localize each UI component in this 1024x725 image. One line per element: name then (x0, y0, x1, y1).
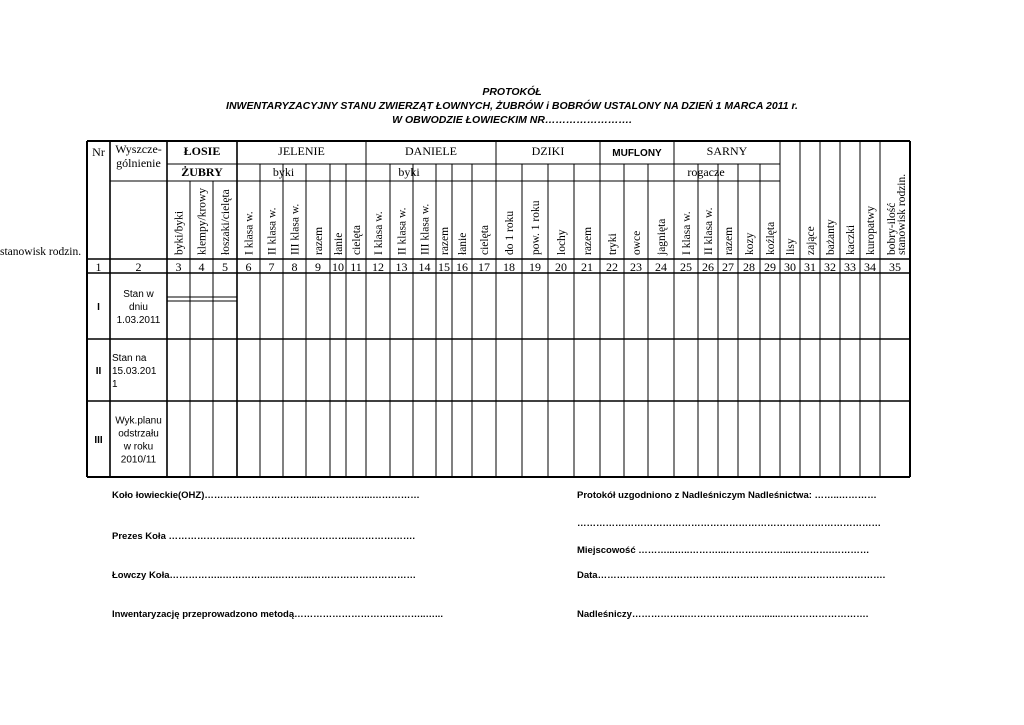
column-label: pow. 1 roku (530, 200, 542, 255)
column-label: kaczki (845, 224, 857, 255)
column-number: 35 (889, 260, 901, 274)
column-number: 12 (372, 260, 384, 274)
row-label: Stan w (123, 289, 154, 300)
column-number: 21 (581, 260, 593, 274)
column-number: 24 (655, 260, 667, 274)
agreed-with-forester-field: Protokół uzgodniono z Nadleśniczym Nadleśnictwa: ……..………… (577, 490, 877, 501)
row-number: III (94, 435, 103, 446)
row-label: Wyk.planu (115, 415, 162, 427)
column-label: łanie (333, 232, 345, 255)
column-label: II klasa w. (266, 207, 279, 255)
club-name-field: Koło łowieckie(OHZ)……………………………...……………...…………… (112, 490, 420, 501)
dotted-line: …………………………………………………………………………………… (577, 518, 881, 529)
column-number: 22 (606, 260, 618, 274)
column-number: 6 (245, 260, 252, 274)
column-label: I klasa w. (243, 211, 256, 255)
column-number: 7 (268, 260, 275, 274)
column-number: 14 (418, 260, 431, 274)
column-label: III klasa w. (289, 203, 302, 255)
header-description: Wyszcze- (115, 142, 162, 156)
column-number: 10 (332, 260, 344, 274)
club-president-field: Prezes Koła ………………...………………………………...………………. (112, 531, 415, 542)
header-description: gólnienie (116, 156, 161, 170)
column-number: 2 (135, 260, 142, 274)
subheader-byki: byki (272, 165, 295, 179)
date-field: Data………………………………………………………………………………. (577, 570, 886, 581)
row-label: odstrzału (118, 428, 159, 440)
column-label: cielęta (479, 224, 491, 255)
column-number: 26 (702, 260, 714, 274)
row-label: 15.03.201 (112, 366, 157, 377)
inventory-method-field: Inwentaryzację przeprowadzono metodą………………………….………..…... (112, 609, 443, 620)
column-label: jagnięta (656, 218, 668, 255)
column-label: stanowisk rodzin. (0, 246, 82, 258)
column-number: 16 (456, 260, 468, 274)
column-label: bażanty (825, 219, 837, 255)
column-label: kuropatwy (865, 205, 877, 255)
column-label: razem (439, 226, 451, 255)
protocol-subtitle: INWENTARYZACYJNY STANU ZWIERZĄT ŁOWNYCH, ŻUBRÓW i BOBRÓW USTALONY NA DZIEŃ 1 MARCA 2011 r. (226, 100, 798, 112)
forester-signature-field: Nadleśniczy……………...………………...….......………………………. (577, 609, 869, 620)
group-daniele: DANIELE (405, 144, 457, 158)
group-muflony: MUFLONY (612, 148, 662, 159)
column-number: 15 (438, 260, 450, 274)
header-nr: Nr (92, 145, 105, 159)
column-number: 18 (503, 260, 515, 274)
subheader-byki: byki (398, 165, 420, 179)
column-label: I klasa w. (373, 211, 385, 255)
group-zubry: ŻUBRY (181, 165, 223, 179)
column-number: 23 (630, 260, 642, 274)
column-label: kozy (744, 232, 756, 255)
row-label: w roku (123, 441, 154, 453)
column-number: 31 (804, 260, 816, 274)
column-number: 25 (680, 260, 692, 274)
column-label: owce (631, 230, 643, 255)
group-dziki: DZIKI (531, 144, 565, 158)
column-number: 1 (95, 260, 102, 274)
column-label: II klasa w. (703, 207, 715, 255)
column-number: 3 (175, 260, 182, 274)
column-number: 13 (395, 260, 408, 274)
column-label: zające (805, 226, 817, 255)
place-field: Miejscowość ………...…..………...………………...………….………… (577, 545, 870, 556)
column-number: 11 (350, 260, 362, 274)
protocol-title: PROTOKÓŁ (482, 86, 542, 98)
row-number: II (95, 366, 102, 377)
column-label: razem (313, 226, 325, 255)
column-number: 27 (722, 260, 734, 274)
column-number: 20 (555, 260, 567, 274)
hunting-master-field: Łowczy Koła……………..……………..………...…………………………… (112, 570, 417, 581)
group-losie: ŁOSIE (183, 144, 221, 158)
column-label: lisy (785, 238, 797, 255)
column-label: cielęta (351, 224, 363, 255)
column-label: klempy/krowy (196, 187, 209, 255)
group-jelenie: JELENIE (278, 144, 325, 158)
row-label: 2010/11 (120, 454, 157, 466)
column-number: 33 (844, 260, 856, 274)
column-number: 9 (315, 260, 321, 274)
column-label: I klasa w. (681, 211, 693, 255)
row-label: 1.03.2011 (116, 315, 161, 326)
column-number: 34 (864, 260, 876, 274)
column-label: tryki (607, 233, 619, 255)
column-label: lochy (556, 229, 568, 255)
group-sarny: SARNY (706, 144, 748, 158)
column-label: łanie (457, 232, 469, 255)
column-label: bobry-ilość (886, 202, 898, 255)
row-label: dniu (129, 302, 148, 313)
row-number: I (97, 302, 100, 313)
subheader-rogacze: rogacze (687, 165, 725, 179)
column-number: 17 (478, 260, 490, 274)
column-label: stanowisk rodzin. (896, 173, 908, 255)
column-label: koźlęta (765, 221, 777, 255)
column-label: łoszaki/cielęta (220, 189, 232, 255)
column-number: 30 (784, 260, 796, 274)
column-label: byki/byki (173, 210, 186, 255)
column-number: 29 (764, 260, 776, 274)
column-label: razem (582, 226, 594, 255)
column-number: 28 (743, 260, 755, 274)
column-label: II klasa w. (396, 207, 409, 255)
column-number: 8 (291, 260, 298, 274)
column-number: 19 (529, 260, 541, 274)
row-label: 1 (112, 379, 118, 390)
column-label: III klasa w. (419, 203, 432, 255)
row-label: Stan na (112, 353, 147, 364)
column-label: do 1 roku (504, 210, 516, 255)
column-number: 5 (222, 260, 228, 274)
column-number: 4 (198, 260, 205, 274)
column-number: 32 (824, 260, 836, 274)
column-label: razem (723, 226, 735, 255)
hunting-district-line: W OBWODZIE ŁOWIECKIM NR……………………. (392, 114, 632, 126)
